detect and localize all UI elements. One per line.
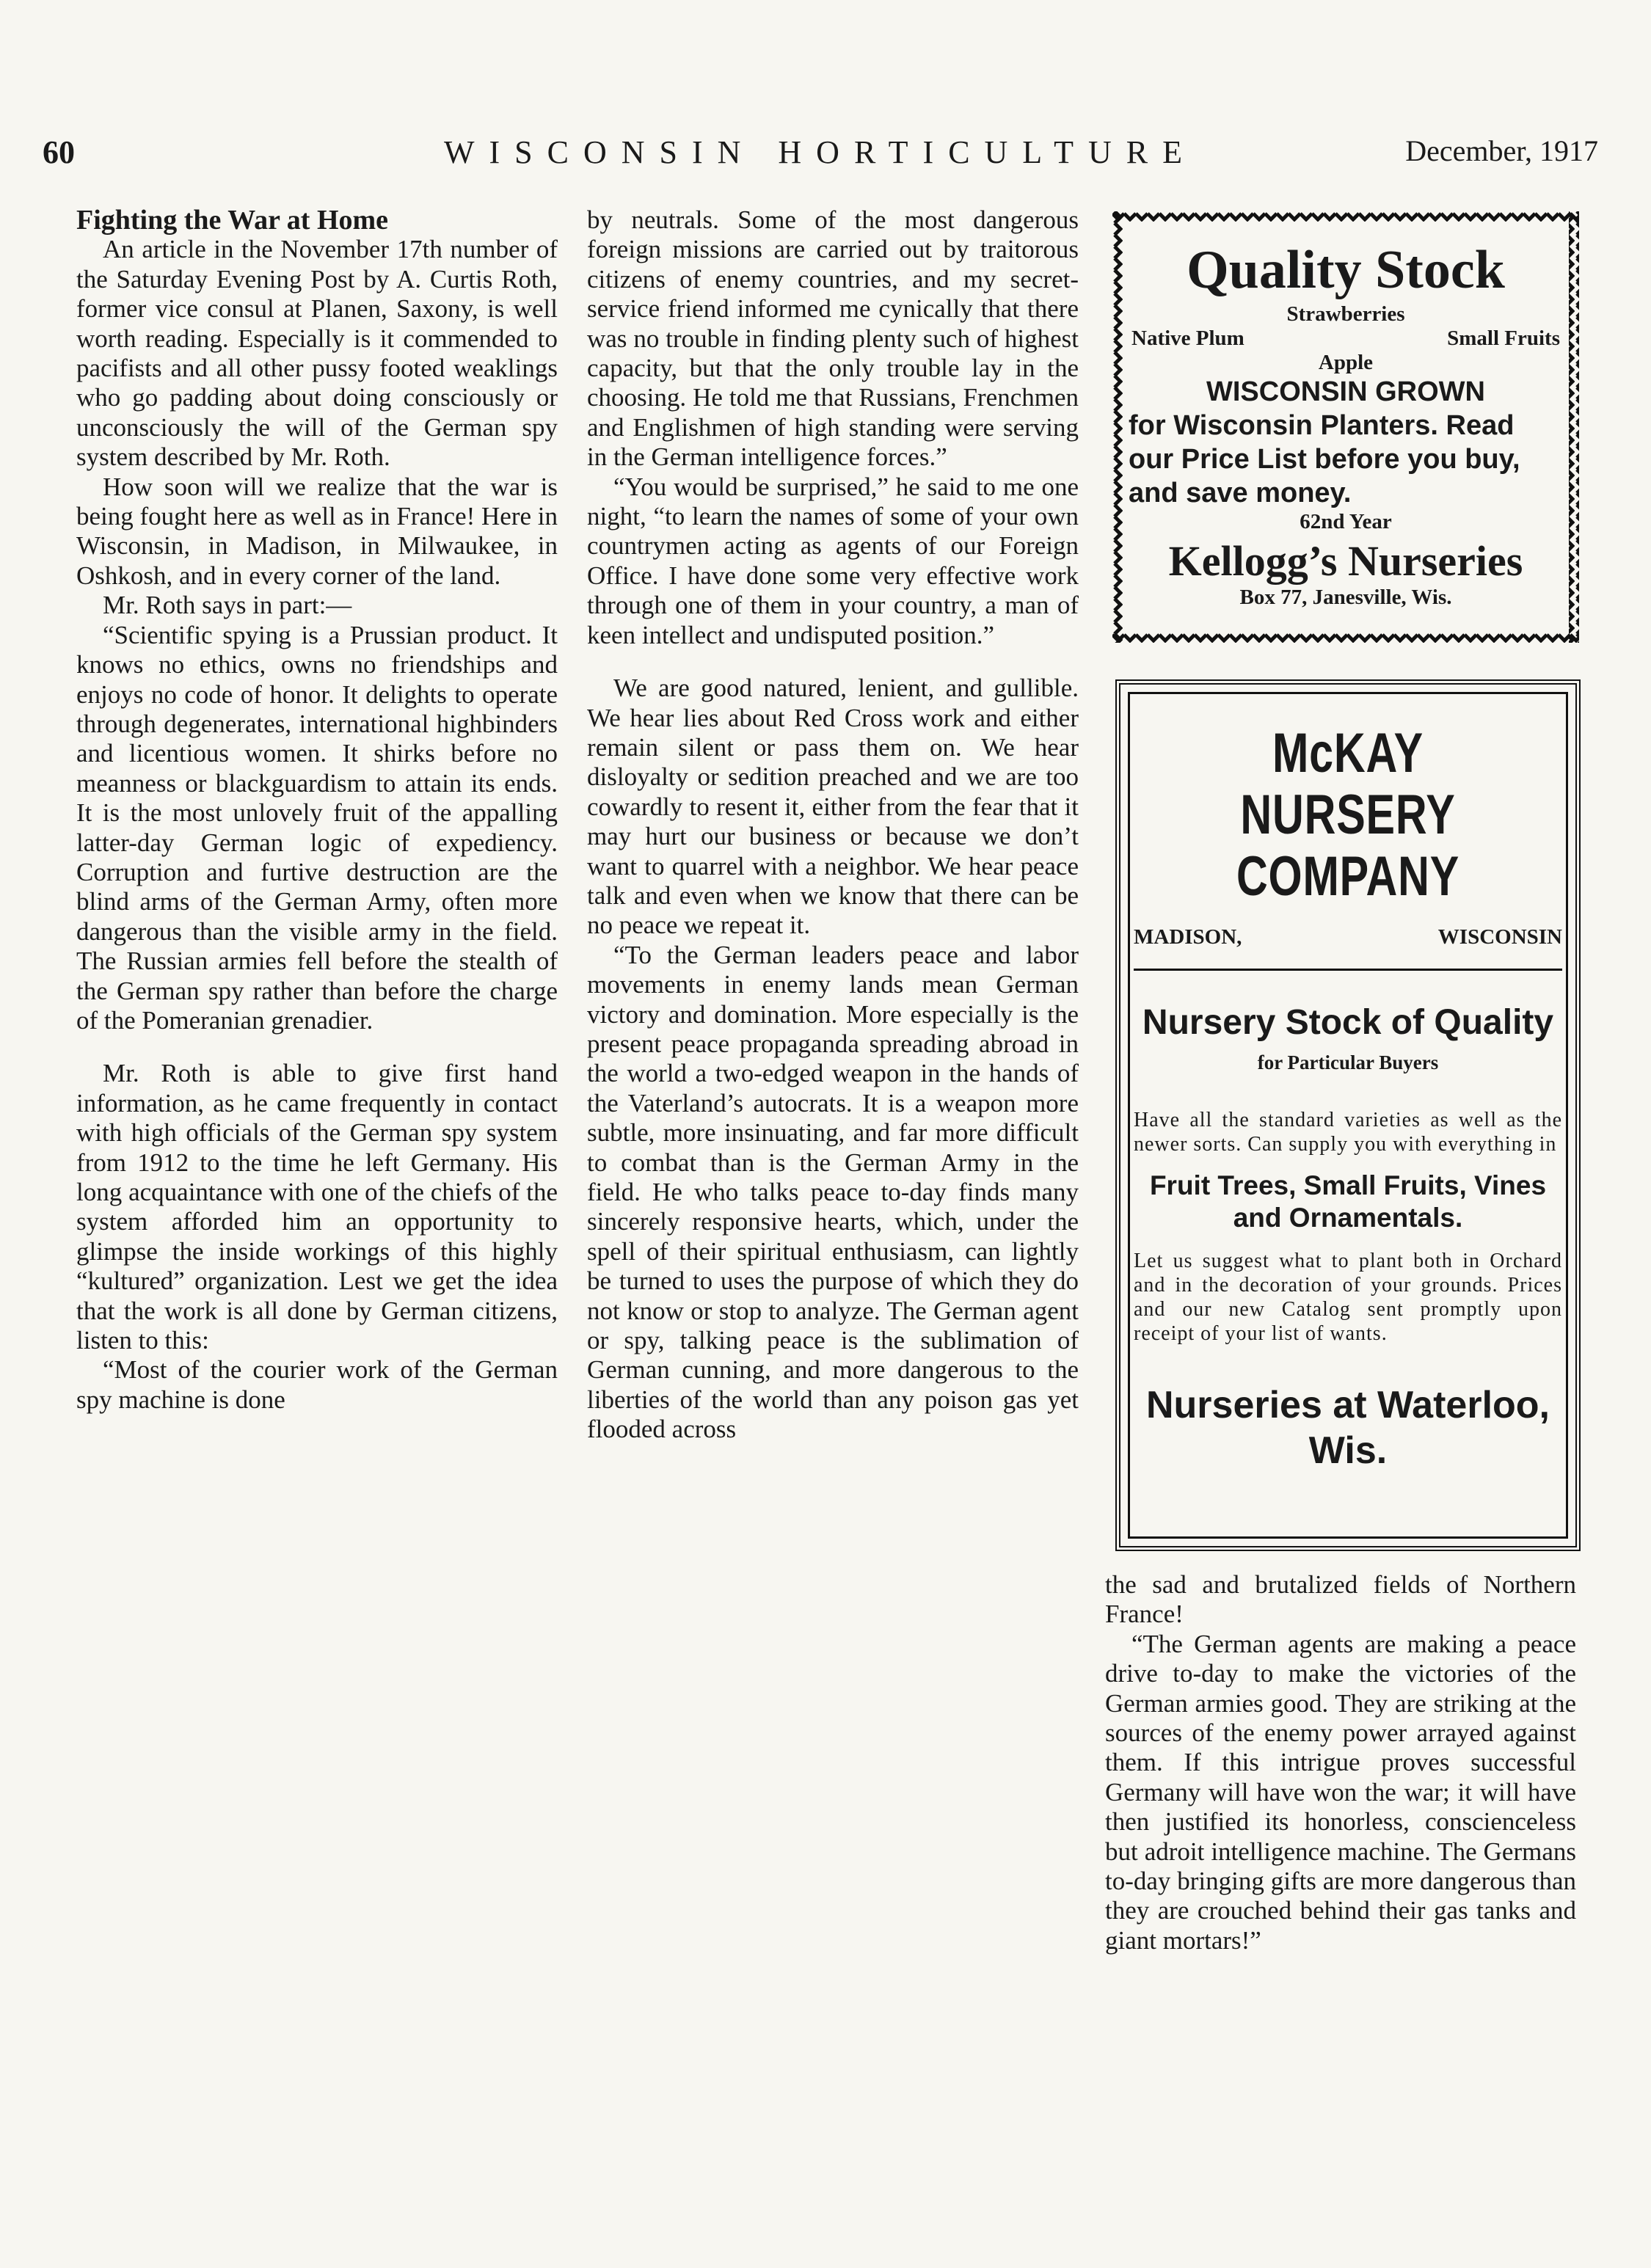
- ad-address: Box 77, Janesville, Wis.: [1239, 586, 1452, 609]
- article-title: Fighting the War at Home: [76, 205, 389, 236]
- journal-title: WISCONSIN HORTICULTURE: [443, 134, 1198, 170]
- ad-line-right: Small Fruits: [1447, 327, 1560, 350]
- issue-date: December, 1917: [1405, 134, 1598, 167]
- ad-products: Fruit Trees, Small Fruits, Vines and Ornamentals.: [1149, 1170, 1547, 1233]
- paragraph: by neutrals. Some of the most dangerous foreign missions are carried out by traitorous citizens of enemy countries, and my secret-service friend informed me cynically that there was no trouble in finding plenty such of highest capacity, but that the only trouble lay in the choosing. He told me that Russians, Frenchmen and Englishmen of high standing were serving in the German intelligence forces.”: [587, 205, 1079, 472]
- ad-footer: Nurseries at Waterloo, Wis.: [1145, 1384, 1550, 1472]
- kellogg-advertisement: [1112, 211, 1579, 643]
- ad-state: WISCONSIN: [1437, 925, 1562, 949]
- paragraph: “The German agents are making a peace drive to-day to make the victories of the German armies good. They are striking at the sources of the enemy power arrayed against them. If this intrigue proves successful Germany will have won the war; it will have then justified its honorless, conscienceless but adroit intelligence machine. The Germans to-day bringing gifts are more dangerous than they are crouched behind their gas tanks and giant mortars!”: [1105, 1629, 1576, 1955]
- article-column-2: [587, 205, 1079, 1445]
- paragraph: “To the German leaders peace and labor movements in enemy lands mean German victory and domination. More especially is the present peace propaganda spreading abroad in the world a two-edged weapon in the hands of the Vaterland’s autocrats. It is a weapon more subtle, more insinuating, and far more difficult to combat than is the German Army in the field. He who talks peace to-day finds many sincerely responsive hearts, which, under the spell of their spiritual enthusiasm, can lightly be turned to uses the purpose of which they do not know or stop to analyze. The German agent or spy, talking peace is the sublimation of German cunning, and more dangerous to the liberties of the world than any poison gas yet flooded across: [587, 940, 1079, 1444]
- ad-city: MADISON,: [1134, 925, 1242, 949]
- ad-body: for Wisconsin Planters. Read our Price List before you buy, and save money.: [1129, 410, 1520, 508]
- paragraph: Mr. Roth is able to give first hand information, as he came frequently in contact with high officials of the German spy system from 1912 to the time he left Germany. His long acquaintance with one of the chiefs of the system afforded him an opportunity to glimpse the inside workings of this highly “kultured” organization. Lest we get the idea that the work is all done by German citizens, listen to this:: [76, 1059, 558, 1355]
- article-column-3: [1105, 1570, 1576, 1955]
- paragraph: How soon will we realize that the war is being fought here as well as in France! Here in Wisconsin, in Madison, in Milwaukee, in Oshkosh, and in every corner of the land.: [76, 472, 558, 590]
- ad-line: Apple: [1318, 351, 1374, 374]
- paragraph: An article in the November 17th number of the Saturday Evening Post by A. Curtis Roth, former vice consul at Planen, Saxony, is well worth reading. Especially is it commended to pacifists and all other pussy footed weaklings who go padding about doing consciously or unconsciously the will of the German spy system described by Mr. Roth.: [76, 235, 558, 472]
- ad-subheading: WISCONSIN GROWN: [1206, 376, 1485, 407]
- ad-line: Strawberries: [1286, 302, 1405, 326]
- page-number: 60: [43, 134, 75, 170]
- paragraph: “You would be surprised,” he said to me one night, “to learn the names of some of your own countrymen acting as agents of our Foreign Office. I have done some very effective work through one of them in your country, a man of keen intellect and undisputed position.”: [587, 472, 1079, 649]
- mckay-advertisement: [1115, 679, 1581, 1551]
- ad-year: 62nd Year: [1300, 510, 1392, 533]
- ad-headline: Nursery Stock of Quality: [1142, 1003, 1554, 1042]
- ad-location: [1134, 925, 1562, 949]
- ad-subhead: for Particular Buyers: [1257, 1051, 1439, 1073]
- paragraph: “Scientific spying is a Prussian product. It knows no ethics, owns no friendships and enjoys no code of honor. It delights to operate through degenerates, international highbinders and licentious women. It shirks before no meanness or blackguardism to attain its ends. It is the most unlovely fruit of the appalling latter-day German logic of expediency. Corruption and furtive destruction are the blind arms of the German Army, often more dangerous than the visible army in the field. The Russian armies fell before the stealth of the German spy rather than before the charge of the Pomeranian grenadier.: [76, 620, 558, 1035]
- paragraph: We are good natured, lenient, and gullible. We hear lies about Red Cross work and either remain silent or pass them on. We hear disloyalty or sedition preached and we are too cowardly to resent it, either from the fear that it may hurt our business or because we don’t want to quarrel with a neighbor. We hear peace talk and even when we know that there can be no peace we repeat it.: [587, 674, 1079, 940]
- paragraph: “Most of the courier work of the German spy machine is done: [76, 1355, 558, 1414]
- ad-company-name: McKAY NURSERY COMPANY: [1236, 722, 1460, 908]
- ad-company-name: Kellogg’s Nurseries: [1168, 537, 1523, 585]
- ad-body: Have all the standard varieties as well as the newer sorts. Can supply you with everything in: [1134, 1109, 1562, 1156]
- ad-headline: Quality Stock: [1187, 240, 1505, 300]
- ad-line-row: [1129, 327, 1563, 351]
- divider: [1134, 969, 1562, 971]
- paragraph: Mr. Roth says in part:—: [103, 591, 352, 620]
- paragraph: the sad and brutalized fields of Northern France!: [1105, 1570, 1576, 1629]
- page-header: [43, 134, 1598, 185]
- ad-body: Let us suggest what to plant both in Orchard and in the decoration of your grounds. Prices and our new Catalog sent promptly upon receipt of your list of wants.: [1134, 1250, 1562, 1345]
- ad-line-left: Native Plum: [1131, 327, 1244, 350]
- article-column-1: [76, 205, 558, 1415]
